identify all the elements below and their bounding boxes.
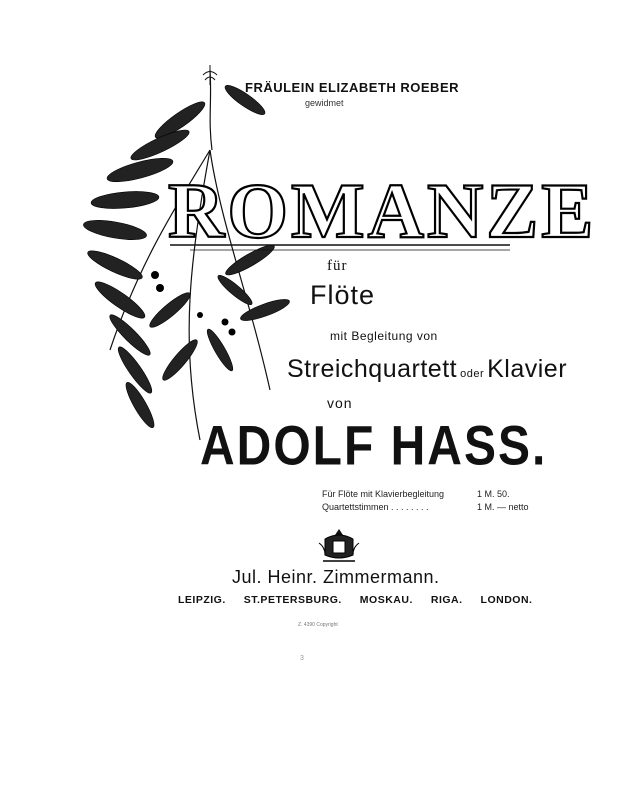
- plate-number: Z. 4390 Copyright: [298, 622, 338, 628]
- city-item: ST.PETERSBURG.: [243, 594, 342, 606]
- composer-name: ADOLF HASS.: [200, 416, 548, 478]
- price-label: Für Flöte mit Klavierbegleitung: [322, 489, 445, 499]
- publisher-emblem-icon: [315, 525, 363, 565]
- oder-label: oder: [460, 368, 485, 380]
- price-value: 1 M. — netto: [477, 502, 529, 512]
- dedication-name: FRÄULEIN ELIZABETH ROEBER: [245, 80, 459, 95]
- price-label: Quartettstimmen . . . . . . . .: [322, 502, 429, 512]
- title-ornament: [160, 145, 597, 260]
- instrument-label: Flöte: [310, 280, 376, 310]
- city-item: LEIPZIG.: [178, 594, 226, 606]
- price-row: [322, 488, 529, 501]
- klavier-label: Klavier: [487, 355, 568, 383]
- title-block: [160, 145, 597, 260]
- city-item: RIGA.: [430, 594, 463, 606]
- accompaniment-instruments: [287, 355, 567, 384]
- price-value: 1 M. 50.: [477, 489, 510, 499]
- price-row: [322, 501, 529, 514]
- city-item: LONDON.: [480, 594, 533, 606]
- title-text: ROMANZE: [168, 167, 597, 254]
- dedication-subtitle: gewidmet: [305, 98, 344, 108]
- von-label: von: [327, 395, 353, 411]
- page-mark: 3: [300, 655, 304, 662]
- publisher-name: Jul. Heinr. Zimmermann.: [232, 567, 440, 587]
- accompaniment-label: mit Begleitung von: [330, 329, 438, 343]
- publisher-cities: [178, 594, 532, 606]
- city-item: MOSKAU.: [359, 594, 413, 606]
- streichquartett-label: Streichquartett: [287, 355, 458, 383]
- fuer-label: für: [327, 258, 348, 274]
- laurel-branch-illustration: [60, 60, 300, 460]
- price-list: [322, 488, 529, 514]
